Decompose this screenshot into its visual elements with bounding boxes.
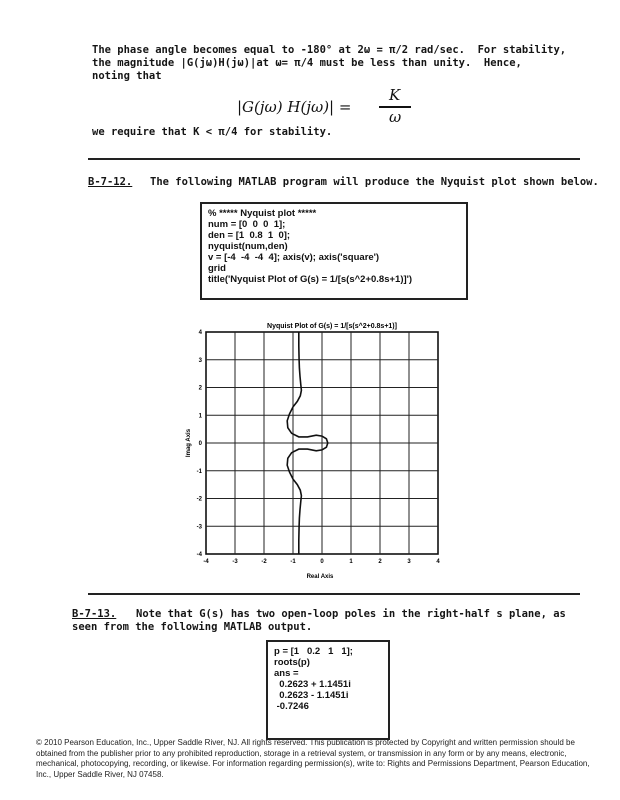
equation-left-side: |G(jω) H(jω)| = [237, 98, 352, 116]
x-tick-label: 1 [349, 559, 353, 565]
y-tick-label: 1 [198, 413, 202, 420]
y-tick-label: 0 [198, 441, 202, 447]
code-line: 0.2623 + 1.1451i [274, 679, 351, 690]
problem-label-b713: B-7-13. [72, 608, 117, 620]
equation-numerator: K [389, 86, 401, 104]
code-line: title('Nyquist Plot of G(s) = 1/[s(s^2+0.8s+1)]') [208, 274, 413, 285]
code-line: -0.7246 [274, 701, 309, 712]
matlab-output-box-b713 [266, 640, 390, 740]
code-line: ans = [274, 668, 299, 679]
code-line: v = [-4 -4 -4 4]; axis(v); axis('square') [208, 252, 380, 263]
problem-label-b712: B-7-12. [88, 176, 133, 188]
code-line: nyquist(num,den) [208, 241, 288, 252]
chart-title: Nyquist Plot of G(s) = 1/[s(s^2+0.8s+1)] [267, 323, 397, 330]
x-tick-label: -1 [290, 559, 296, 565]
section-divider-2 [88, 593, 580, 595]
x-tick-label: 2 [378, 559, 382, 565]
x-tick-label: -2 [261, 559, 267, 565]
x-tick-label: 0 [320, 559, 324, 565]
problem-text-b713-line-2: seen from the following MATLAB output. [72, 621, 313, 633]
code-line: % ***** Nyquist plot ***** [208, 208, 317, 219]
x-axis-label: Real Axis [306, 574, 334, 580]
code-line: p = [1 0.2 1 1]; [274, 646, 353, 657]
code-line: grid [208, 263, 226, 274]
problem-text-b712: The following MATLAB program will produce the Nyquist plot shown below. [150, 176, 599, 188]
magnitude-equation [237, 88, 427, 128]
code-line: den = [1 0.8 1 0]; [208, 230, 291, 241]
matlab-code-box-b712 [200, 202, 468, 300]
y-tick-label: -1 [196, 468, 202, 475]
code-line: num = [0 0 0 1]; [208, 219, 286, 230]
intro-line-3: noting that [92, 70, 162, 82]
y-tick-label: -4 [196, 552, 202, 558]
problem-text-b713-line-1: Note that G(s) has two open-loop poles in the right-half s plane, as [136, 608, 566, 620]
y-tick-label: -3 [196, 524, 202, 531]
intro-line-1: The phase angle becomes equal to -180° at 2ω = π/2 rad/sec. For stability, [92, 44, 567, 56]
y-tick-label: 4 [198, 330, 202, 336]
y-axis-label: Imag Axis [186, 428, 192, 458]
code-line: roots(p) [274, 657, 310, 668]
x-tick-label: 3 [407, 559, 411, 565]
x-tick-label: -4 [203, 559, 209, 565]
code-line: 0.2623 - 1.1451i [274, 690, 349, 701]
x-tick-label: 4 [436, 559, 440, 565]
section-divider-1 [88, 158, 580, 160]
y-tick-label: 2 [198, 385, 202, 392]
x-tick-label: -3 [232, 559, 238, 565]
y-tick-label: 3 [198, 357, 202, 364]
y-tick-label: -2 [196, 496, 202, 503]
copyright-footer: © 2010 Pearson Education, Inc., Upper Saddle River, NJ. All rights reserved. This publication is protected by Copyright and written permission should be obtained from the publisher prior to any prohibited reproduction, storage in a retrieval system, or transmission in any form or by any means, electronic, mechanical, photocopying, recording, or likewise. For information regarding permission(s), write to: Rights and Permissions Department, Pearson Education, Inc., Upper Saddle River, NJ 07458. [36, 738, 590, 779]
nyquist-plot [170, 318, 470, 580]
intro-line-2: the magnitude |G(jω)H(jω)|at ω= π/4 must be less than unity. Hence, [92, 57, 522, 69]
equation-denominator: ω [389, 108, 402, 126]
stability-conclusion: we require that K < π/4 for stability. [92, 126, 333, 138]
